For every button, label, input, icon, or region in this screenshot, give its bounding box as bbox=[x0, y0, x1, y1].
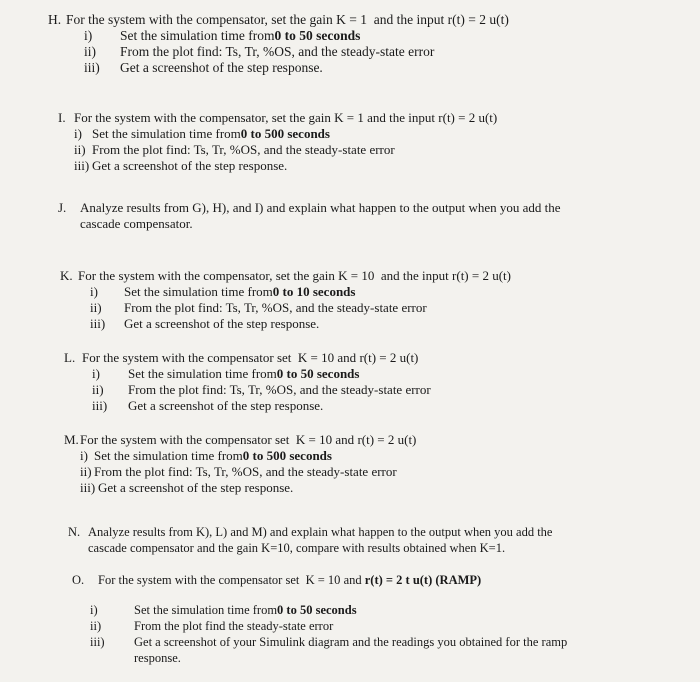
list-item: ii) From the plot find the steady-state error bbox=[90, 619, 334, 633]
list-item: i) Set the simulation time from 0 to 500 seconds bbox=[74, 126, 330, 141]
list-item: ii) From the plot find: Ts, Tr, %OS, and the steady-state error bbox=[74, 142, 395, 157]
list-item: ii) From the plot find: Ts, Tr, %OS, and the steady-state error bbox=[90, 300, 427, 315]
list-item: ii) From the plot find: Ts, Tr, %OS, and the steady-state error bbox=[80, 464, 397, 479]
section-n: N. Analyze results from K), L) and M) and explain what happen to the output when you add the cascade compensator and the gain K=10, compare with results obtained when K=1. bbox=[68, 525, 553, 555]
list-item: iii) Get a screenshot of the step response. bbox=[74, 158, 288, 173]
list-item: i) Set the simulation time from 0 to 50 seconds bbox=[92, 366, 360, 381]
list-item: iii) Get a screenshot of the step response. bbox=[92, 398, 324, 413]
section-m: M. For the system with the compensator set K = 10 and r(t) = 2 u(t) i) Set the simulation time from 0 to 500 seconds ii) From the plot find: Ts, Tr, %OS, and the steady-state error iii) Get a screenshot of the step response. bbox=[64, 432, 417, 495]
section-l: L. For the system with the compensator set K = 10 and r(t) = 2 u(t) i) Set the simulation time from 0 to 50 seconds ii) From the plot find: Ts, Tr, %OS, and the steady-state error iii) Get a screenshot of the step response. bbox=[64, 350, 431, 413]
list-item: i) Set the simulation time from 0 to 10 seconds bbox=[90, 284, 356, 299]
section-j: J. Analyze results from G), H), and I) and explain what happen to the output when you add the cascade compensator. bbox=[58, 200, 561, 231]
list-item: ii) From the plot find: Ts, Tr, %OS, and the steady-state error bbox=[84, 44, 435, 59]
list-item: iii) Get a screenshot of the step response. bbox=[84, 60, 323, 75]
section-h bbox=[48, 12, 509, 76]
list-item: i) Set the simulation time from 0 to 50 seconds bbox=[84, 28, 361, 43]
section-k: K. For the system with the compensator, set the gain K = 10 and the input r(t) = 2 u(t) i) Set the simulation time from 0 to 10 seconds ii) From the plot find: Ts, Tr, %OS, and the steady-state error iii) Get a screenshot of the step response. bbox=[60, 268, 511, 331]
section-letter: H. bbox=[48, 12, 62, 27]
list-item: iii) Get a screenshot of your Simulink diagram and the readings you obtained for the ramp bbox=[90, 635, 568, 649]
list-item: iii) Get a screenshot of the step response. bbox=[90, 316, 320, 331]
section-i bbox=[58, 110, 497, 174]
section-h-heading: H. For the system with the compensator, set the gain K = 1 and the input r(t) = 2 u(t) bbox=[48, 12, 509, 27]
list-item: i) Set the simulation time from 0 to 50 seconds bbox=[90, 603, 357, 617]
list-item: iii) Get a screenshot of the step response. bbox=[80, 480, 294, 495]
section-i-heading: I. For the system with the compensator, set the gain K = 1 and the input r(t) = 2 u(t) bbox=[58, 110, 498, 125]
list-item: i) Set the simulation time from 0 to 500 seconds bbox=[80, 448, 332, 463]
section-o: O. For the system with the compensator set K = 10 and r(t) = 2 t u(t) (RAMP) i) Set the simulation time from 0 to 50 seconds ii) From the plot find the steady-state error iii) Get a screenshot of your Simulink diagram and the readings you obtained for the ramp response. bbox=[72, 573, 568, 665]
list-item: ii) From the plot find: Ts, Tr, %OS, and the steady-state error bbox=[92, 382, 431, 397]
